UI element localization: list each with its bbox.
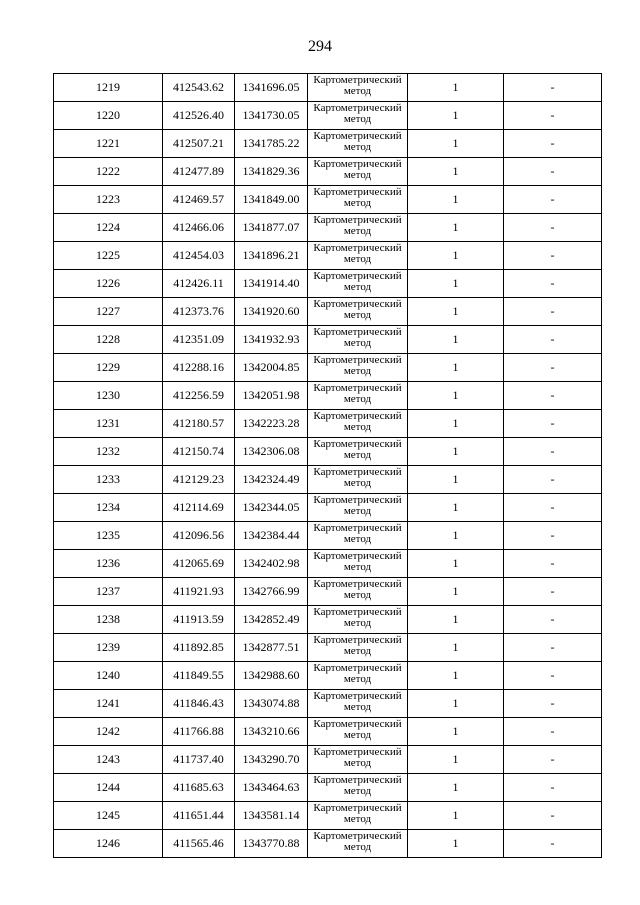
point-number-cell: 1223 [54, 186, 163, 214]
table-row [54, 578, 602, 606]
method-cell: Картометрический метод [308, 242, 408, 270]
x-coordinate-cell: 412373.76 [163, 298, 235, 326]
method-cell: Картометрический метод [308, 158, 408, 186]
note-cell: - [504, 466, 602, 494]
note-cell: - [504, 242, 602, 270]
method-cell: Картометрический метод [308, 578, 408, 606]
note-cell: - [504, 662, 602, 690]
precision-cell: 1 [408, 550, 504, 578]
table-row [54, 74, 602, 102]
point-number-cell: 1225 [54, 242, 163, 270]
method-cell: Картометрический метод [308, 466, 408, 494]
method-cell: Картометрический метод [308, 186, 408, 214]
x-coordinate-cell: 412180.57 [163, 410, 235, 438]
precision-cell: 1 [408, 830, 504, 858]
precision-cell: 1 [408, 634, 504, 662]
note-cell: - [504, 130, 602, 158]
table-row [54, 242, 602, 270]
y-coordinate-cell: 1342988.60 [235, 662, 308, 690]
x-coordinate-cell: 412065.69 [163, 550, 235, 578]
method-cell: Картометрический метод [308, 214, 408, 242]
method-cell: Картометрический метод [308, 74, 408, 102]
point-number-cell: 1235 [54, 522, 163, 550]
method-cell: Картометрический метод [308, 410, 408, 438]
point-number-cell: 1240 [54, 662, 163, 690]
table-row [54, 802, 602, 830]
y-coordinate-cell: 1342877.51 [235, 634, 308, 662]
x-coordinate-cell: 412466.06 [163, 214, 235, 242]
y-coordinate-cell: 1341920.60 [235, 298, 308, 326]
y-coordinate-cell: 1341877.07 [235, 214, 308, 242]
y-coordinate-cell: 1342852.49 [235, 606, 308, 634]
y-coordinate-cell: 1343770.88 [235, 830, 308, 858]
method-cell: Картометрический метод [308, 382, 408, 410]
note-cell: - [504, 718, 602, 746]
y-coordinate-cell: 1341696.05 [235, 74, 308, 102]
method-cell: Картометрический метод [308, 718, 408, 746]
precision-cell: 1 [408, 662, 504, 690]
method-cell: Картометрический метод [308, 662, 408, 690]
y-coordinate-cell: 1341914.40 [235, 270, 308, 298]
note-cell: - [504, 298, 602, 326]
point-number-cell: 1239 [54, 634, 163, 662]
method-cell: Картометрический метод [308, 774, 408, 802]
note-cell: - [504, 578, 602, 606]
point-number-cell: 1222 [54, 158, 163, 186]
point-number-cell: 1228 [54, 326, 163, 354]
table-row [54, 690, 602, 718]
note-cell: - [504, 634, 602, 662]
coordinates-table [53, 73, 602, 858]
x-coordinate-cell: 412426.11 [163, 270, 235, 298]
table-row [54, 270, 602, 298]
point-number-cell: 1224 [54, 214, 163, 242]
table-row [54, 326, 602, 354]
precision-cell: 1 [408, 270, 504, 298]
y-coordinate-cell: 1343290.70 [235, 746, 308, 774]
x-coordinate-cell: 412469.57 [163, 186, 235, 214]
y-coordinate-cell: 1342766.99 [235, 578, 308, 606]
x-coordinate-cell: 412256.59 [163, 382, 235, 410]
precision-cell: 1 [408, 718, 504, 746]
table-row [54, 522, 602, 550]
precision-cell: 1 [408, 690, 504, 718]
point-number-cell: 1230 [54, 382, 163, 410]
precision-cell: 1 [408, 774, 504, 802]
table-row [54, 130, 602, 158]
note-cell: - [504, 354, 602, 382]
table-row [54, 186, 602, 214]
x-coordinate-cell: 411892.85 [163, 634, 235, 662]
point-number-cell: 1244 [54, 774, 163, 802]
method-cell: Картометрический метод [308, 102, 408, 130]
x-coordinate-cell: 412543.62 [163, 74, 235, 102]
point-number-cell: 1220 [54, 102, 163, 130]
note-cell: - [504, 830, 602, 858]
note-cell: - [504, 186, 602, 214]
y-coordinate-cell: 1342344.05 [235, 494, 308, 522]
y-coordinate-cell: 1341785.22 [235, 130, 308, 158]
point-number-cell: 1242 [54, 718, 163, 746]
table-row [54, 214, 602, 242]
point-number-cell: 1243 [54, 746, 163, 774]
y-coordinate-cell: 1341849.00 [235, 186, 308, 214]
precision-cell: 1 [408, 354, 504, 382]
y-coordinate-cell: 1341896.21 [235, 242, 308, 270]
x-coordinate-cell: 412288.16 [163, 354, 235, 382]
y-coordinate-cell: 1343074.88 [235, 690, 308, 718]
table-row [54, 298, 602, 326]
point-number-cell: 1231 [54, 410, 163, 438]
table-row [54, 634, 602, 662]
coordinates-table-body [54, 74, 602, 858]
precision-cell: 1 [408, 382, 504, 410]
y-coordinate-cell: 1342324.49 [235, 466, 308, 494]
note-cell: - [504, 102, 602, 130]
point-number-cell: 1237 [54, 578, 163, 606]
table-row [54, 382, 602, 410]
y-coordinate-cell: 1342402.98 [235, 550, 308, 578]
x-coordinate-cell: 412129.23 [163, 466, 235, 494]
point-number-cell: 1233 [54, 466, 163, 494]
x-coordinate-cell: 411685.63 [163, 774, 235, 802]
point-number-cell: 1246 [54, 830, 163, 858]
y-coordinate-cell: 1342384.44 [235, 522, 308, 550]
table-row [54, 718, 602, 746]
method-cell: Картометрический метод [308, 634, 408, 662]
precision-cell: 1 [408, 606, 504, 634]
precision-cell: 1 [408, 242, 504, 270]
y-coordinate-cell: 1342306.08 [235, 438, 308, 466]
x-coordinate-cell: 412351.09 [163, 326, 235, 354]
precision-cell: 1 [408, 102, 504, 130]
table-row [54, 354, 602, 382]
note-cell: - [504, 74, 602, 102]
note-cell: - [504, 774, 602, 802]
point-number-cell: 1229 [54, 354, 163, 382]
precision-cell: 1 [408, 74, 504, 102]
table-row [54, 774, 602, 802]
y-coordinate-cell: 1343464.63 [235, 774, 308, 802]
table-row [54, 606, 602, 634]
note-cell: - [504, 550, 602, 578]
point-number-cell: 1232 [54, 438, 163, 466]
table-row [54, 438, 602, 466]
table-row [54, 662, 602, 690]
table-row [54, 102, 602, 130]
method-cell: Картометрический метод [308, 438, 408, 466]
y-coordinate-cell: 1341932.93 [235, 326, 308, 354]
table-row [54, 466, 602, 494]
y-coordinate-cell: 1343581.14 [235, 802, 308, 830]
note-cell: - [504, 606, 602, 634]
precision-cell: 1 [408, 522, 504, 550]
point-number-cell: 1236 [54, 550, 163, 578]
x-coordinate-cell: 412150.74 [163, 438, 235, 466]
note-cell: - [504, 438, 602, 466]
note-cell: - [504, 214, 602, 242]
precision-cell: 1 [408, 298, 504, 326]
x-coordinate-cell: 411921.93 [163, 578, 235, 606]
method-cell: Картометрический метод [308, 270, 408, 298]
x-coordinate-cell: 411766.88 [163, 718, 235, 746]
y-coordinate-cell: 1341730.05 [235, 102, 308, 130]
x-coordinate-cell: 412477.89 [163, 158, 235, 186]
note-cell: - [504, 802, 602, 830]
note-cell: - [504, 522, 602, 550]
x-coordinate-cell: 411651.44 [163, 802, 235, 830]
y-coordinate-cell: 1342004.85 [235, 354, 308, 382]
note-cell: - [504, 270, 602, 298]
precision-cell: 1 [408, 438, 504, 466]
table-row [54, 158, 602, 186]
note-cell: - [504, 326, 602, 354]
note-cell: - [504, 158, 602, 186]
note-cell: - [504, 494, 602, 522]
method-cell: Картометрический метод [308, 494, 408, 522]
y-coordinate-cell: 1342051.98 [235, 382, 308, 410]
precision-cell: 1 [408, 326, 504, 354]
table-row [54, 830, 602, 858]
x-coordinate-cell: 411849.55 [163, 662, 235, 690]
point-number-cell: 1227 [54, 298, 163, 326]
x-coordinate-cell: 412526.40 [163, 102, 235, 130]
method-cell: Картометрический метод [308, 802, 408, 830]
point-number-cell: 1245 [54, 802, 163, 830]
precision-cell: 1 [408, 214, 504, 242]
method-cell: Картометрический метод [308, 606, 408, 634]
method-cell: Картометрический метод [308, 690, 408, 718]
method-cell: Картометрический метод [308, 298, 408, 326]
y-coordinate-cell: 1343210.66 [235, 718, 308, 746]
note-cell: - [504, 746, 602, 774]
precision-cell: 1 [408, 746, 504, 774]
x-coordinate-cell: 412096.56 [163, 522, 235, 550]
precision-cell: 1 [408, 130, 504, 158]
point-number-cell: 1234 [54, 494, 163, 522]
table-row [54, 494, 602, 522]
x-coordinate-cell: 412114.69 [163, 494, 235, 522]
method-cell: Картометрический метод [308, 326, 408, 354]
method-cell: Картометрический метод [308, 130, 408, 158]
y-coordinate-cell: 1342223.28 [235, 410, 308, 438]
method-cell: Картометрический метод [308, 550, 408, 578]
x-coordinate-cell: 411737.40 [163, 746, 235, 774]
precision-cell: 1 [408, 802, 504, 830]
method-cell: Картометрический метод [308, 354, 408, 382]
table-row [54, 550, 602, 578]
point-number-cell: 1219 [54, 74, 163, 102]
y-coordinate-cell: 1341829.36 [235, 158, 308, 186]
precision-cell: 1 [408, 158, 504, 186]
x-coordinate-cell: 411846.43 [163, 690, 235, 718]
point-number-cell: 1221 [54, 130, 163, 158]
table-row [54, 410, 602, 438]
precision-cell: 1 [408, 186, 504, 214]
precision-cell: 1 [408, 410, 504, 438]
x-coordinate-cell: 412507.21 [163, 130, 235, 158]
precision-cell: 1 [408, 578, 504, 606]
point-number-cell: 1226 [54, 270, 163, 298]
x-coordinate-cell: 411565.46 [163, 830, 235, 858]
note-cell: - [504, 410, 602, 438]
method-cell: Картометрический метод [308, 522, 408, 550]
x-coordinate-cell: 412454.03 [163, 242, 235, 270]
page-number: 294 [308, 38, 332, 55]
note-cell: - [504, 382, 602, 410]
point-number-cell: 1241 [54, 690, 163, 718]
point-number-cell: 1238 [54, 606, 163, 634]
method-cell: Картометрический метод [308, 830, 408, 858]
precision-cell: 1 [408, 466, 504, 494]
note-cell: - [504, 690, 602, 718]
precision-cell: 1 [408, 494, 504, 522]
x-coordinate-cell: 411913.59 [163, 606, 235, 634]
table-row [54, 746, 602, 774]
method-cell: Картометрический метод [308, 746, 408, 774]
